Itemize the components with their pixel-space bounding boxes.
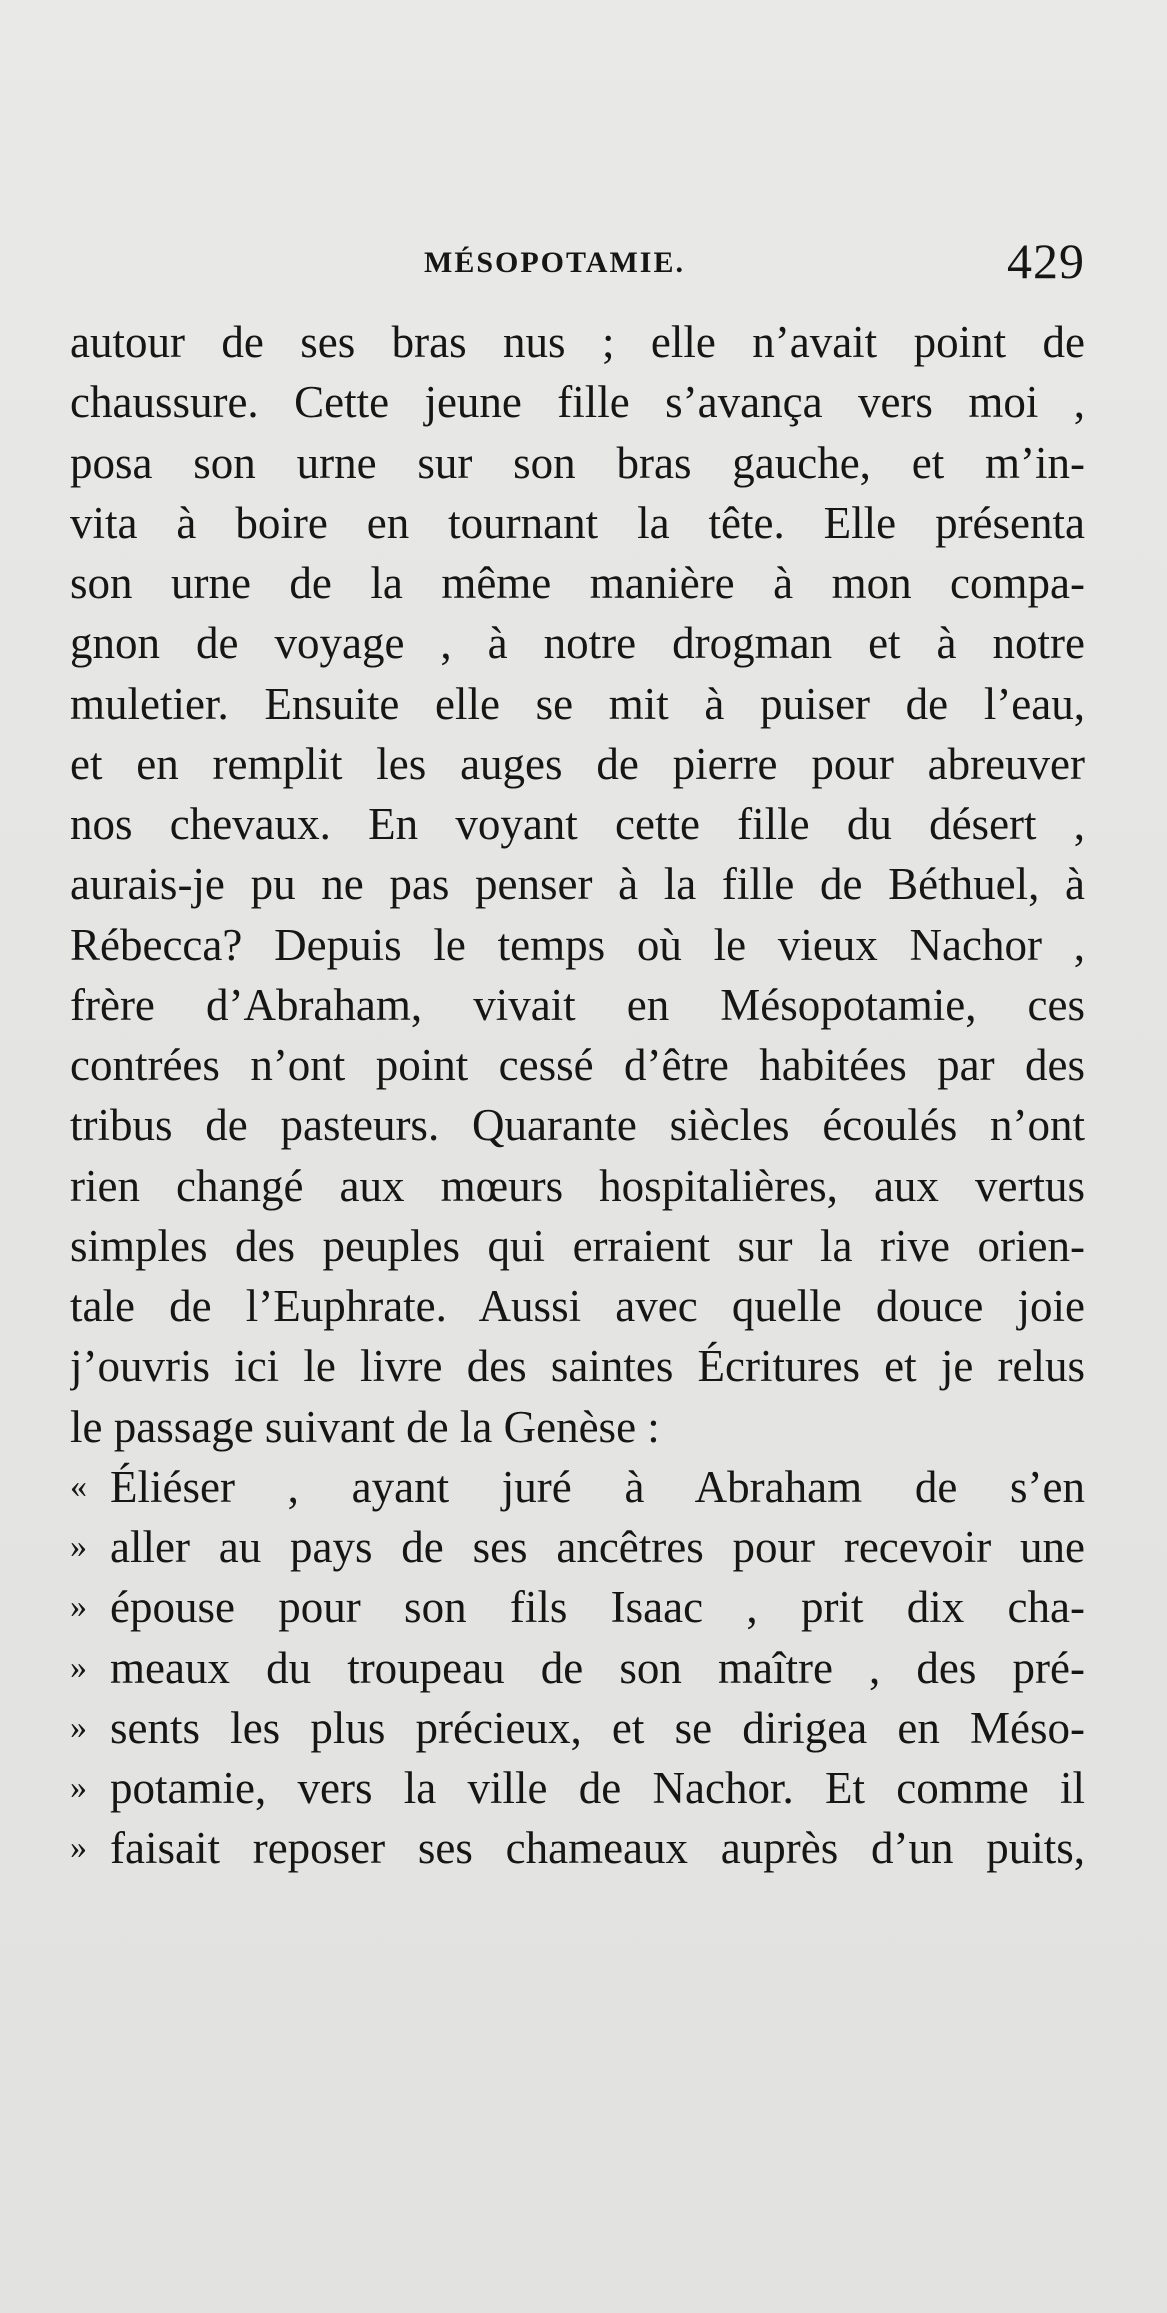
quote-text: épouse pour son fils Isaac , prit dix cha- — [110, 1582, 1085, 1633]
text-line: son urne de la même manière à mon compa- — [70, 558, 1085, 608]
text-line: nos chevaux. En voyant cette fille du désert , — [70, 799, 1085, 849]
quote-text: aller au pays de ses ancêtres pour recevoir une — [110, 1522, 1085, 1572]
text-line: autour de ses bras nus ; elle n’avait point de — [70, 317, 1085, 367]
quote-line — [70, 1698, 1085, 1758]
quote-line — [70, 1517, 1085, 1577]
text-line: vita à boire en tournant la tête. Elle présenta — [70, 497, 1085, 548]
quote-text: sents les plus précieux, et se dirigea en Méso- — [110, 1702, 1085, 1753]
text-line: aurais-je pu ne pas penser à la fille de Béthuel, à — [70, 859, 1085, 910]
quote-mark: » — [70, 1708, 87, 1746]
quote-text: Éliéser , ayant juré à Abraham de s’en — [110, 1461, 1085, 1512]
quote-text: meaux du troupeau de son maître , des pré- — [110, 1642, 1085, 1693]
quote-line — [70, 1457, 1085, 1517]
text-line: posa son urne sur son bras gauche, et m’in- — [70, 437, 1085, 488]
quote-line — [70, 1758, 1085, 1818]
quote-mark: » — [70, 1769, 87, 1806]
text-line: et en remplit les auges de pierre pour abreuver — [70, 738, 1085, 789]
body-text — [70, 312, 1085, 1879]
quote-text: potamie, vers la ville de Nachor. Et comme il — [110, 1763, 1085, 1813]
quote-line — [70, 1818, 1085, 1878]
quote-mark: » — [70, 1829, 87, 1867]
quote-mark: » — [70, 1648, 87, 1686]
quote-line — [70, 1577, 1085, 1637]
text-line: simples des peuples qui erraient sur la rive orien- — [70, 1220, 1085, 1271]
text-line: j’ouvris ici le livre des saintes Écritures et je relus — [70, 1341, 1085, 1392]
text-line: tale de l’Euphrate. Aussi avec quelle douce joie — [70, 1281, 1085, 1331]
text-line: frère d’Abraham, vivait en Mésopotamie, ces — [70, 979, 1085, 1030]
running-title: MÉSOPOTAMIE. — [424, 246, 685, 279]
text-line: gnon de voyage , à notre drogman et à notre — [70, 618, 1085, 669]
text-line: muletier. Ensuite elle se mit à puiser de l’eau, — [70, 678, 1085, 729]
text-line: chaussure. Cette jeune fille s’avança vers moi , — [70, 377, 1085, 428]
quote-line — [70, 1638, 1085, 1698]
text-line: tribus de pasteurs. Quarante siècles écoulés n’ont — [70, 1100, 1085, 1151]
quote-mark: » — [70, 1528, 87, 1565]
quote-mark: » — [70, 1588, 87, 1626]
text-line: le passage suivant de la Genèse : — [70, 1401, 660, 1452]
text-line: rien changé aux mœurs hospitalières, aux vertus — [70, 1160, 1085, 1211]
page-number: 429 — [1007, 233, 1085, 289]
quote-mark: « — [70, 1467, 87, 1505]
text-line: Rébecca? Depuis le temps où le vieux Nachor , — [70, 919, 1085, 970]
page-header — [70, 233, 1085, 298]
quote-text: faisait reposer ses chameaux auprès d’un puits, — [110, 1823, 1085, 1874]
text-line: contrées n’ont point cessé d’être habitées par des — [70, 1040, 1085, 1090]
